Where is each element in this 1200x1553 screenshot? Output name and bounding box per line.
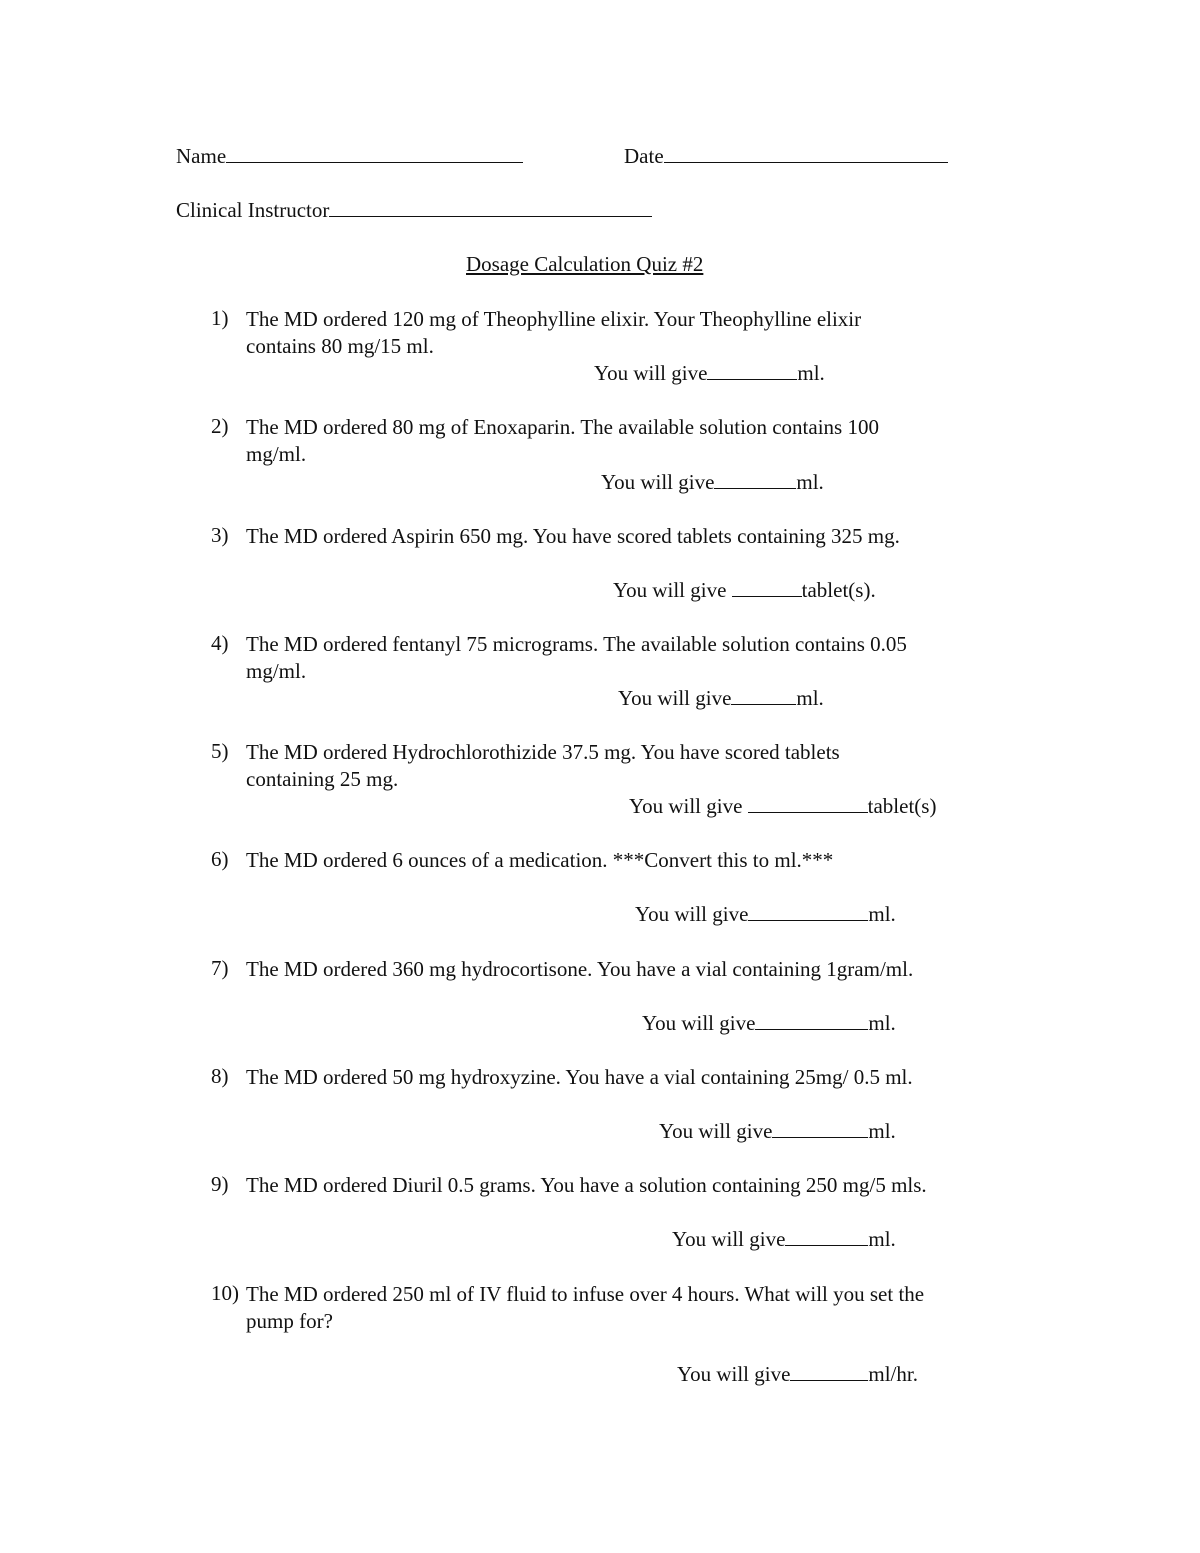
question-number: 1) [211,306,229,330]
answer-blank[interactable] [785,1227,868,1246]
date-field [624,143,948,169]
question-number: 7) [211,956,229,980]
name-field [176,143,523,169]
question-text: pump for? [246,1309,333,1333]
answer-blank[interactable] [755,1011,868,1030]
answer-unit: ml/hr. [868,1362,918,1386]
answer-line [601,469,824,495]
question-number: 10) [211,1281,239,1305]
answer-prefix: You will give [601,470,715,494]
question-text: containing 25 mg. [246,767,399,791]
question-text: The MD ordered 80 mg of Enoxaparin. The available solution contains 100 [246,415,879,439]
answer-prefix: You will give [672,1227,786,1251]
answer-unit: ml. [868,1119,896,1143]
answer-prefix: You will give [635,902,749,926]
question-number: 2) [211,414,229,438]
question-text: The MD ordered 250 ml of IV fluid to infuse over 4 hours. What will you set the [246,1282,925,1306]
answer-unit: ml. [796,686,824,710]
answer-line [642,1010,896,1036]
question-text: The MD ordered Diuril 0.5 grams. You have a solution containing 250 mg/5 mls. [246,1173,927,1197]
answer-prefix: You will give [594,361,708,385]
question-number: 8) [211,1064,229,1088]
answer-line [659,1118,896,1144]
answer-prefix: You will give [629,794,748,818]
answer-unit: tablet(s) [867,794,937,818]
answer-blank[interactable] [731,686,796,705]
answer-line [677,1361,918,1387]
answer-blank[interactable] [707,361,797,380]
name-blank[interactable] [226,144,523,163]
answer-unit: ml. [796,470,824,494]
answer-unit: ml. [868,902,896,926]
question-text: The MD ordered 360 mg hydrocortisone. You have a vial containing 1gram/ml. [246,957,914,981]
question-text: The MD ordered 50 mg hydroxyzine. You have a vial containing 25mg/ 0.5 ml. [246,1065,913,1089]
answer-line [594,360,825,386]
name-label: Name [176,144,227,168]
question-text: The MD ordered 6 ounces of a medication. ***Convert this to ml.*** [246,848,834,872]
date-label: Date [624,144,664,168]
answer-prefix: You will give [659,1119,773,1143]
answer-unit: ml. [868,1227,896,1251]
answer-line [629,793,936,819]
question-text: mg/ml. [246,442,307,466]
instructor-label: Clinical Instructor [176,198,330,222]
question-text: contains 80 mg/15 ml. [246,334,434,358]
question-number: 3) [211,523,229,547]
answer-line [635,901,896,927]
answer-unit: tablet(s). [801,578,876,602]
answer-blank[interactable] [714,470,796,489]
question-text: The MD ordered Hydrochlorothizide 37.5 mg. You have scored tablets [246,740,840,764]
instructor-field [176,197,652,223]
question-text: mg/ml. [246,659,307,683]
answer-prefix: You will give [613,578,732,602]
answer-line [618,685,824,711]
answer-prefix: You will give [618,686,732,710]
question-text: The MD ordered 120 mg of Theophylline elixir. Your Theophylline elixir [246,307,862,331]
question-number: 6) [211,847,229,871]
question-text: The MD ordered fentanyl 75 micrograms. The available solution contains 0.05 [246,632,907,656]
instructor-blank[interactable] [329,198,652,217]
answer-blank[interactable] [732,578,802,597]
quiz-title: Dosage Calculation Quiz #2 [466,252,704,276]
answer-blank[interactable] [748,902,868,921]
date-blank[interactable] [664,144,948,163]
answer-line [672,1226,896,1252]
answer-blank[interactable] [790,1362,868,1381]
answer-prefix: You will give [642,1011,756,1035]
answer-prefix: You will give [677,1362,791,1386]
answer-unit: ml. [868,1011,896,1035]
question-text: The MD ordered Aspirin 650 mg. You have scored tablets containing 325 mg. [246,524,900,548]
answer-blank[interactable] [748,794,868,813]
question-number: 4) [211,631,229,655]
question-number: 9) [211,1172,229,1196]
answer-line [613,577,876,603]
answer-unit: ml. [797,361,825,385]
answer-blank[interactable] [772,1119,868,1138]
question-number: 5) [211,739,229,763]
